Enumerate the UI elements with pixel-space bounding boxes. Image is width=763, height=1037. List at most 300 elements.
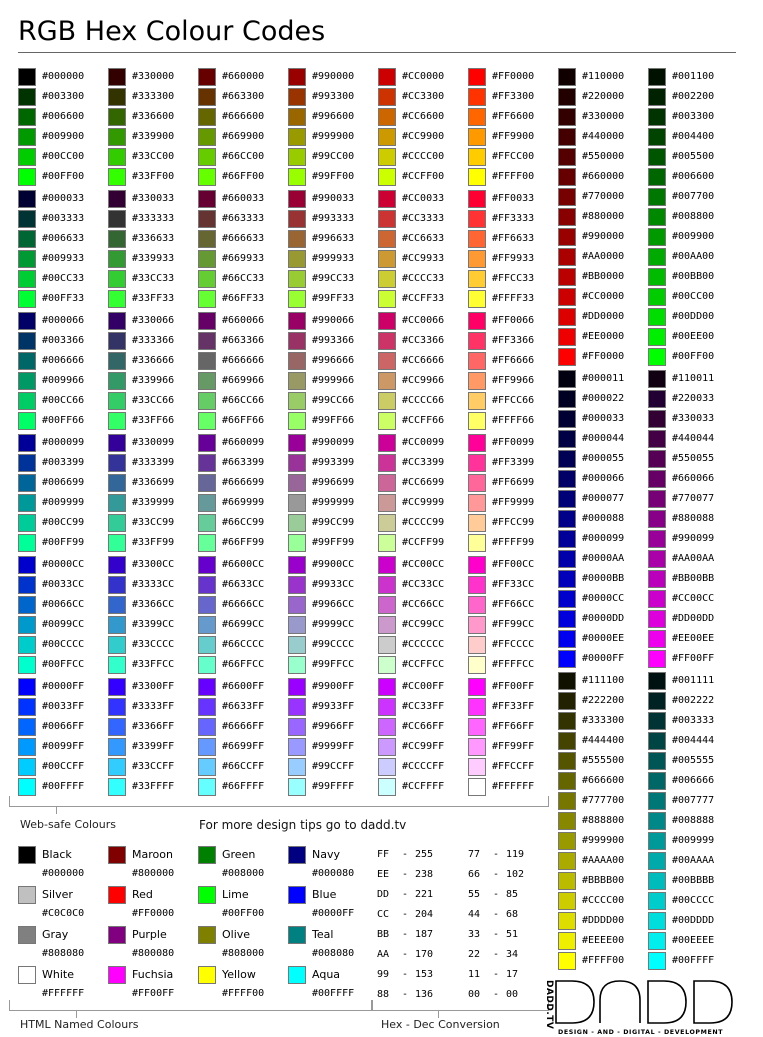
colour-row <box>468 678 554 696</box>
colour-hex-code: #3399CC <box>132 619 175 630</box>
colour-swatch <box>108 576 126 594</box>
colour-hex-code: #CC00CC <box>402 559 445 570</box>
colour-swatch <box>648 108 666 126</box>
colour-hex-code: #993333 <box>312 213 355 224</box>
colour-hex-code: #009933 <box>42 253 85 264</box>
colour-swatch <box>558 912 576 930</box>
colour-hex-code: #999966 <box>312 375 355 386</box>
colour-hex-code: #339933 <box>132 253 175 264</box>
colour-row <box>198 718 284 736</box>
colour-row <box>288 718 374 736</box>
colour-hex-code: #3300FF <box>132 681 175 692</box>
logo-letter-a <box>600 981 640 1023</box>
colour-row <box>108 636 194 654</box>
colour-row <box>468 332 554 350</box>
colour-swatch <box>378 88 396 106</box>
colour-hex-code: #009999 <box>42 497 85 508</box>
colour-row <box>558 892 644 910</box>
colour-swatch <box>468 656 486 674</box>
hex-dec-separator: - <box>493 909 500 920</box>
colour-hex-code: #FF0000 <box>582 351 625 362</box>
colour-hex-code: #993366 <box>312 335 355 346</box>
colour-swatch <box>18 128 36 146</box>
hex-dec-separator: - <box>402 849 409 860</box>
colour-hex-code: #6666CC <box>222 599 265 610</box>
colour-row <box>18 88 104 106</box>
colour-hex-code: #000033 <box>582 413 625 424</box>
colour-hex-code: #FF0000 <box>492 71 535 82</box>
colour-swatch <box>558 348 576 366</box>
colour-swatch <box>558 892 576 910</box>
colour-swatch <box>468 88 486 106</box>
colour-hex-code: #33FF66 <box>132 415 175 426</box>
colour-row <box>558 630 644 648</box>
colour-row <box>288 88 374 106</box>
colour-row <box>468 372 554 390</box>
hex-dec-separator: - <box>493 969 500 980</box>
colour-row <box>558 328 644 346</box>
colour-swatch <box>288 230 306 248</box>
colour-row <box>108 312 194 330</box>
named-colour-swatch <box>18 886 36 904</box>
named-colour-name: Teal <box>312 928 334 941</box>
colour-row <box>558 672 644 690</box>
colour-row <box>198 290 284 308</box>
colour-swatch <box>648 510 666 528</box>
colour-row <box>648 228 734 246</box>
colour-row <box>288 230 374 248</box>
hex-dec-separator: - <box>493 849 500 860</box>
colour-hex-code: #99FFFF <box>312 781 355 792</box>
colour-row <box>648 88 734 106</box>
named-colour-swatch <box>108 886 126 904</box>
colour-hex-code: #339966 <box>132 375 175 386</box>
colour-hex-code: #000011 <box>582 373 625 384</box>
colour-row <box>648 328 734 346</box>
colour-swatch <box>558 812 576 830</box>
colour-hex-code: #FF9999 <box>492 497 535 508</box>
colour-swatch <box>468 270 486 288</box>
colour-row <box>558 932 644 950</box>
colour-hex-code: #CC0000 <box>402 71 445 82</box>
colour-hex-code: #66CC99 <box>222 517 265 528</box>
colour-swatch <box>378 534 396 552</box>
colour-hex-code: #00DDDD <box>672 915 715 926</box>
colour-row <box>18 352 104 370</box>
colour-swatch <box>108 596 126 614</box>
colour-hex-code: #00BBBB <box>672 875 715 886</box>
colour-swatch <box>648 530 666 548</box>
colour-swatch <box>18 678 36 696</box>
colour-hex-code: #66CCFF <box>222 761 265 772</box>
hex-dec-separator: - <box>402 889 409 900</box>
colour-swatch <box>108 270 126 288</box>
colour-row <box>288 148 374 166</box>
colour-hex-code: #000022 <box>582 393 625 404</box>
colour-row <box>558 450 644 468</box>
colour-row <box>558 88 644 106</box>
colour-hex-code: #CC3366 <box>402 335 445 346</box>
colour-swatch <box>198 678 216 696</box>
colour-swatch <box>558 672 576 690</box>
colour-swatch <box>198 312 216 330</box>
colour-swatch <box>468 556 486 574</box>
colour-swatch <box>288 270 306 288</box>
colour-swatch <box>288 392 306 410</box>
named-colour-swatch <box>288 846 306 864</box>
colour-swatch <box>198 738 216 756</box>
colour-row <box>468 698 554 716</box>
colour-row <box>468 290 554 308</box>
colour-hex-code: #000000 <box>42 71 85 82</box>
colour-row <box>468 270 554 288</box>
colour-hex-code: #0000CC <box>582 593 625 604</box>
colour-hex-code: #CC6699 <box>402 477 445 488</box>
colour-row <box>378 270 464 288</box>
colour-hex-code: #999900 <box>582 835 625 846</box>
colour-swatch <box>288 108 306 126</box>
dec-value: 34 <box>506 949 519 960</box>
colour-swatch <box>468 68 486 86</box>
colour-row <box>558 288 644 306</box>
colour-swatch <box>648 712 666 730</box>
colour-row <box>378 392 464 410</box>
colour-row <box>198 778 284 796</box>
colour-row <box>378 250 464 268</box>
named-colour-swatch <box>108 846 126 864</box>
hex-dec-separator: - <box>493 869 500 880</box>
dec-value: 17 <box>506 969 519 980</box>
colour-swatch <box>558 550 576 568</box>
colour-row <box>558 168 644 186</box>
colour-row <box>108 168 194 186</box>
dec-value: 119 <box>506 849 525 860</box>
colour-swatch <box>288 718 306 736</box>
colour-hex-code: #336699 <box>132 477 175 488</box>
colour-hex-code: #0033CC <box>42 579 85 590</box>
colour-hex-code: #DDDD00 <box>582 915 625 926</box>
colour-swatch <box>288 778 306 796</box>
colour-hex-code: #002200 <box>672 91 715 102</box>
colour-row <box>558 530 644 548</box>
colour-swatch <box>558 932 576 950</box>
colour-row <box>378 148 464 166</box>
colour-swatch <box>378 494 396 512</box>
colour-swatch <box>558 590 576 608</box>
colour-hex-code: #999999 <box>312 497 355 508</box>
colour-hex-code: #99FF00 <box>312 171 355 182</box>
colour-hex-code: #993300 <box>312 91 355 102</box>
colour-swatch <box>648 732 666 750</box>
colour-swatch <box>558 732 576 750</box>
colour-hex-code: #669933 <box>222 253 265 264</box>
colour-swatch <box>288 678 306 696</box>
hex-value: 44 <box>468 909 481 920</box>
colour-hex-code: #FF3333 <box>492 213 535 224</box>
colour-row <box>648 610 734 628</box>
colour-swatch <box>18 230 36 248</box>
colour-swatch <box>288 434 306 452</box>
colour-swatch <box>558 450 576 468</box>
named-colour-swatch <box>18 846 36 864</box>
colour-hex-code: #CC00CC <box>672 593 715 604</box>
colour-swatch <box>198 474 216 492</box>
colour-hex-code: #9933FF <box>312 701 355 712</box>
colour-swatch <box>18 494 36 512</box>
named-colour-swatch <box>288 966 306 984</box>
colour-hex-code: #CC0033 <box>402 193 445 204</box>
colour-swatch <box>378 148 396 166</box>
colour-row <box>378 656 464 674</box>
hex-dec-separator: - <box>402 989 409 1000</box>
colour-hex-code: #3333FF <box>132 701 175 712</box>
colour-row <box>198 434 284 452</box>
colour-swatch <box>288 576 306 594</box>
colour-row <box>558 610 644 628</box>
colour-hex-code: #33CC99 <box>132 517 175 528</box>
colour-swatch <box>18 616 36 634</box>
colour-row <box>558 510 644 528</box>
colour-swatch <box>288 596 306 614</box>
colour-swatch <box>108 148 126 166</box>
hex-dec-separator: - <box>493 889 500 900</box>
colour-hex-code: #CCFF66 <box>402 415 445 426</box>
logo-letter-d3 <box>694 981 732 1023</box>
colour-hex-code: #99CCFF <box>312 761 355 772</box>
colour-row <box>18 68 104 86</box>
colour-row <box>378 434 464 452</box>
colour-hex-code: #FF99FF <box>492 741 535 752</box>
colour-hex-code: #6699CC <box>222 619 265 630</box>
colour-hex-code: #CCCC99 <box>402 517 445 528</box>
colour-swatch <box>378 270 396 288</box>
colour-hex-code: #007777 <box>672 795 715 806</box>
colour-row <box>468 434 554 452</box>
colour-row <box>648 692 734 710</box>
colour-hex-code: #BB00BB <box>672 573 715 584</box>
colour-swatch <box>288 168 306 186</box>
colour-row <box>648 792 734 810</box>
colour-hex-code: #888800 <box>582 815 625 826</box>
colour-hex-code: #00DD00 <box>672 311 715 322</box>
colour-hex-code: #99CC66 <box>312 395 355 406</box>
colour-row <box>558 370 644 388</box>
colour-swatch <box>18 434 36 452</box>
colour-swatch <box>108 250 126 268</box>
colour-hex-code: #CCFFCC <box>402 659 445 670</box>
colour-hex-code: #007700 <box>672 191 715 202</box>
colour-row <box>558 952 644 970</box>
colour-swatch <box>288 88 306 106</box>
colour-row <box>18 434 104 452</box>
colour-swatch <box>558 610 576 628</box>
colour-hex-code: #33CC33 <box>132 273 175 284</box>
named-colour-hex: #800000 <box>132 868 175 879</box>
colour-swatch <box>648 390 666 408</box>
colour-hex-code: #550055 <box>672 453 715 464</box>
colour-swatch <box>198 290 216 308</box>
colour-swatch <box>648 892 666 910</box>
colour-hex-code: #996600 <box>312 111 355 122</box>
colour-row <box>648 308 734 326</box>
colour-hex-code: #CC99FF <box>402 741 445 752</box>
hex-value: DD <box>377 889 390 900</box>
hex-value: 00 <box>468 989 481 1000</box>
dec-value: 204 <box>415 909 434 920</box>
colour-hex-code: #009900 <box>42 131 85 142</box>
colour-swatch <box>18 718 36 736</box>
named-colour-hex: #800080 <box>132 948 175 959</box>
colour-row <box>198 88 284 106</box>
colour-row <box>378 576 464 594</box>
colour-row <box>198 68 284 86</box>
hex-dec-separator: - <box>493 929 500 940</box>
colour-swatch <box>288 656 306 674</box>
colour-swatch <box>18 454 36 472</box>
colour-hex-code: #CC6666 <box>402 355 445 366</box>
colour-row <box>288 128 374 146</box>
colour-hex-code: #DD00DD <box>672 613 715 624</box>
colour-row <box>108 352 194 370</box>
colour-row <box>108 290 194 308</box>
colour-swatch <box>468 738 486 756</box>
colour-row <box>288 778 374 796</box>
colour-row <box>468 190 554 208</box>
named-colour-hex: #FF00FF <box>132 988 175 999</box>
colour-hex-code: #33FF99 <box>132 537 175 548</box>
colour-row <box>378 474 464 492</box>
design-tip-link[interactable]: For more design tips go to dadd.tv <box>199 818 407 832</box>
hex-dec-separator: - <box>402 929 409 940</box>
colour-row <box>108 128 194 146</box>
colour-swatch <box>558 692 576 710</box>
colour-row <box>648 550 734 568</box>
colour-hex-code: #333399 <box>132 457 175 468</box>
colour-hex-code: #BB0000 <box>582 271 625 282</box>
colour-row <box>378 372 464 390</box>
colour-row <box>558 692 644 710</box>
colour-swatch <box>108 312 126 330</box>
colour-row <box>108 392 194 410</box>
named-colour-name: Olive <box>222 928 251 941</box>
colour-swatch <box>648 128 666 146</box>
colour-row <box>108 190 194 208</box>
colour-row <box>288 392 374 410</box>
colour-hex-code: #006666 <box>672 775 715 786</box>
colour-hex-code: #333300 <box>582 715 625 726</box>
colour-swatch <box>648 370 666 388</box>
colour-row <box>198 250 284 268</box>
colour-swatch <box>648 188 666 206</box>
colour-swatch <box>18 412 36 430</box>
hex-value: 88 <box>377 989 390 1000</box>
colour-hex-code: #CC9966 <box>402 375 445 386</box>
colour-hex-code: #999933 <box>312 253 355 264</box>
named-colour-name: Silver <box>42 888 73 901</box>
colour-swatch <box>108 556 126 574</box>
colour-row <box>648 430 734 448</box>
colour-hex-code: #66CCCC <box>222 639 265 650</box>
colour-hex-code: #666600 <box>222 111 265 122</box>
hex-value: EE <box>377 869 390 880</box>
colour-row <box>378 168 464 186</box>
colour-hex-code: #001100 <box>672 71 715 82</box>
colour-hex-code: #009966 <box>42 375 85 386</box>
colour-swatch <box>558 208 576 226</box>
colour-hex-code: #33CCCC <box>132 639 175 650</box>
colour-row <box>558 68 644 86</box>
colour-hex-code: #CC3399 <box>402 457 445 468</box>
colour-swatch <box>18 576 36 594</box>
colour-row <box>288 434 374 452</box>
colour-hex-code: #330066 <box>132 315 175 326</box>
colour-swatch <box>648 228 666 246</box>
colour-hex-code: #770077 <box>672 493 715 504</box>
colour-swatch <box>468 494 486 512</box>
colour-row <box>378 738 464 756</box>
colour-hex-code: #CCFF33 <box>402 293 445 304</box>
colour-swatch <box>18 290 36 308</box>
colour-swatch <box>558 228 576 246</box>
colour-hex-code: #FFFF33 <box>492 293 535 304</box>
colour-hex-code: #003399 <box>42 457 85 468</box>
colour-hex-code: #66FF33 <box>222 293 265 304</box>
hex-dec-separator: - <box>402 909 409 920</box>
colour-swatch <box>468 636 486 654</box>
colour-row <box>288 312 374 330</box>
hex-value: FF <box>377 849 390 860</box>
colour-hex-code: #663366 <box>222 335 265 346</box>
colour-row <box>648 590 734 608</box>
colour-row <box>378 454 464 472</box>
colour-swatch <box>288 412 306 430</box>
colour-swatch <box>648 650 666 668</box>
colour-swatch <box>648 752 666 770</box>
colour-hex-code: #33FF33 <box>132 293 175 304</box>
colour-row <box>18 758 104 776</box>
colour-row <box>18 290 104 308</box>
colour-row <box>558 752 644 770</box>
colour-swatch <box>468 698 486 716</box>
colour-swatch <box>288 514 306 532</box>
colour-hex-code: #330000 <box>132 71 175 82</box>
colour-hex-code: #66FF00 <box>222 171 265 182</box>
colour-swatch <box>378 128 396 146</box>
colour-row <box>288 596 374 614</box>
colour-row <box>558 590 644 608</box>
web-safe-caption: Web-safe Colours <box>20 818 116 831</box>
named-colour-hex: #000000 <box>42 868 85 879</box>
colour-swatch <box>198 596 216 614</box>
hex-value: 55 <box>468 889 481 900</box>
colour-hex-code: #00CCCC <box>42 639 85 650</box>
colour-hex-code: #FF9900 <box>492 131 535 142</box>
colour-row <box>378 534 464 552</box>
colour-row <box>18 576 104 594</box>
colour-swatch <box>198 412 216 430</box>
colour-swatch <box>378 190 396 208</box>
colour-row <box>648 248 734 266</box>
colour-row <box>108 270 194 288</box>
colour-swatch <box>468 290 486 308</box>
colour-row <box>18 128 104 146</box>
colour-hex-code: #222200 <box>582 695 625 706</box>
colour-hex-code: #00FF00 <box>42 171 85 182</box>
colour-hex-code: #00FFFF <box>672 955 715 966</box>
colour-row <box>558 430 644 448</box>
colour-row <box>468 778 554 796</box>
colour-swatch <box>558 630 576 648</box>
